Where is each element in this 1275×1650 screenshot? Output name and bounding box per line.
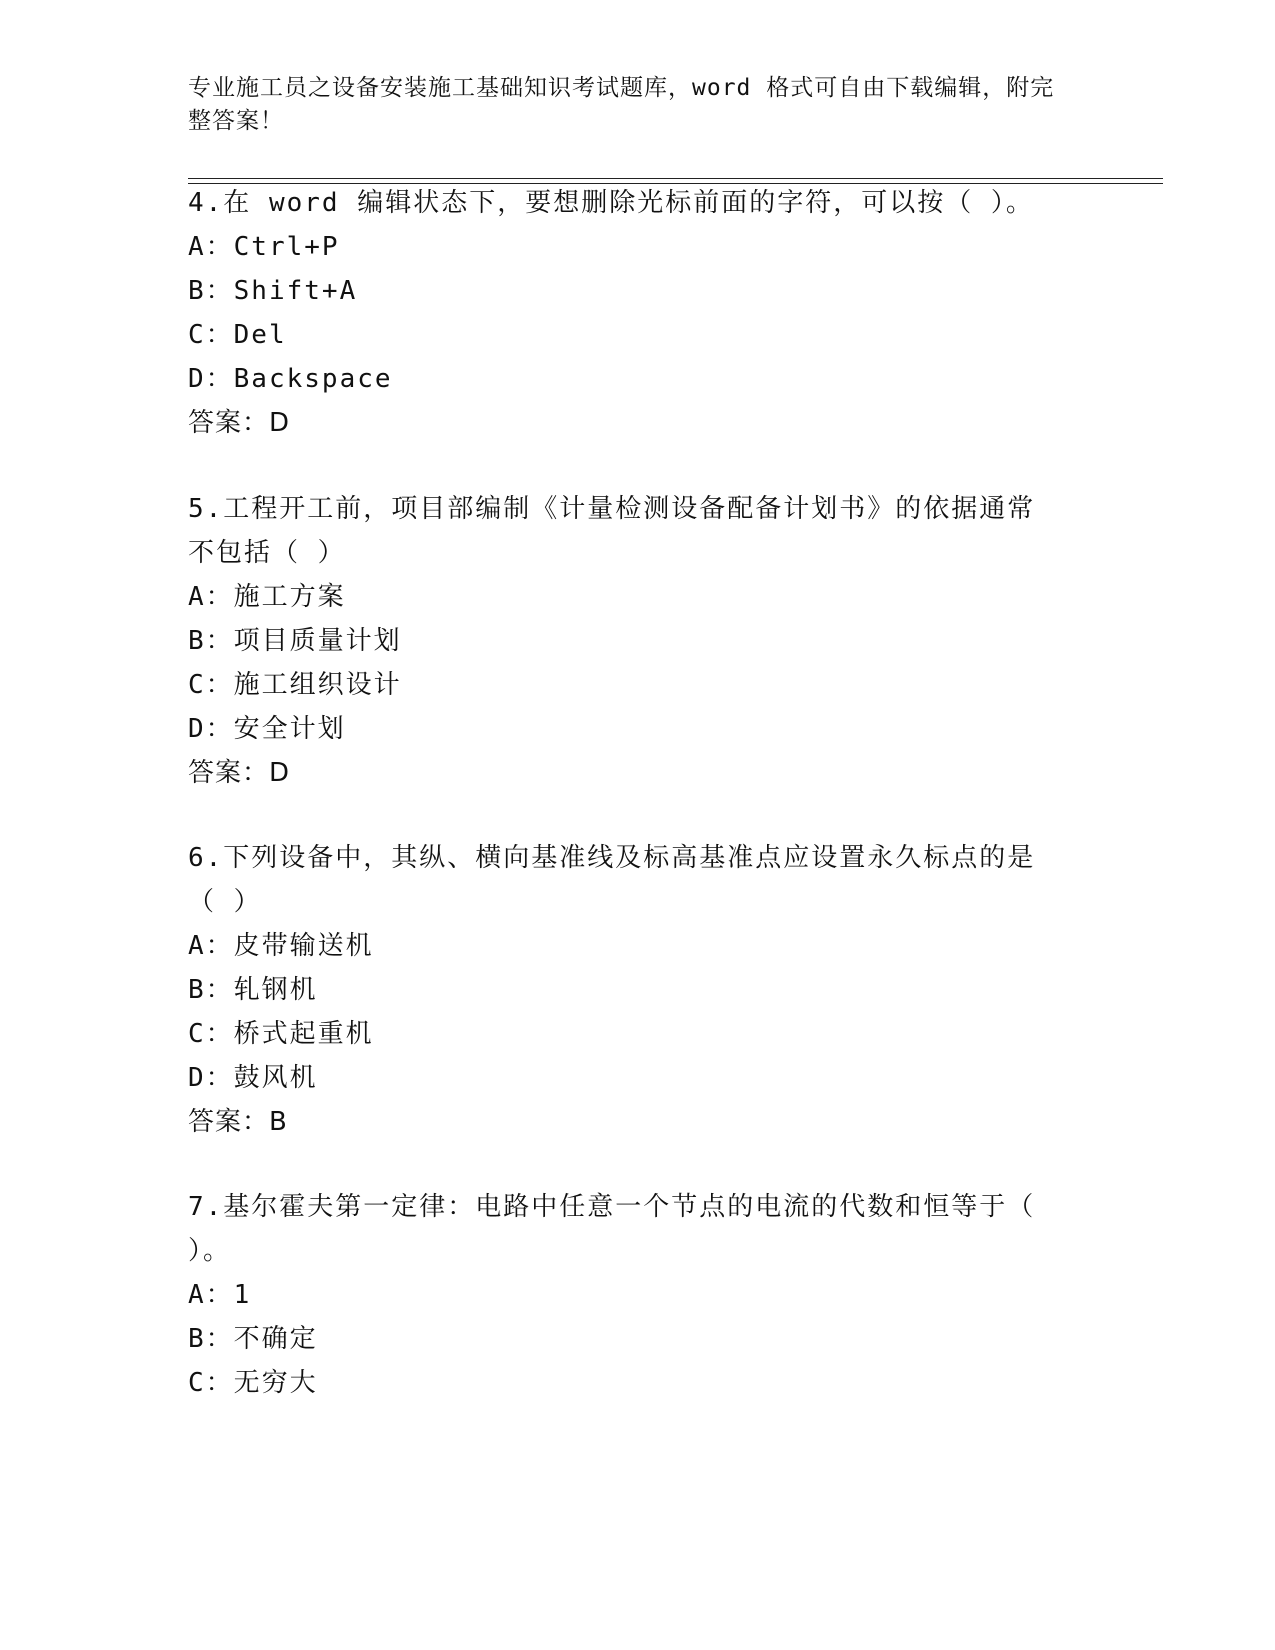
- question-5-option-b: B：项目质量计划: [188, 626, 402, 656]
- question-4-option-d: D：Backspace: [188, 364, 393, 394]
- question-4-option-c: C：Del: [188, 320, 287, 350]
- question-4-stem: 4.在 word 编辑状态下，要想删除光标前面的字符，可以按（ ）。: [188, 188, 1034, 218]
- question-7-stem-cont: ）。: [188, 1236, 232, 1266]
- question-6-option-b: B：轧钢机: [188, 975, 318, 1005]
- question-4-option-b: B：Shift+A: [188, 276, 358, 306]
- question-5-option-d: D：安全计划: [188, 714, 346, 744]
- question-6-stem: 6.下列设备中，其纵、横向基准线及标高基准点应设置永久标点的是: [188, 843, 1036, 873]
- question-7-stem: 7.基尔霍夫第一定律：电路中任意一个节点的电流的代数和恒等于（: [188, 1192, 1036, 1222]
- question-6-stem-cont: （ ）: [188, 887, 262, 917]
- question-5-option-a: A：施工方案: [188, 582, 346, 612]
- question-5-answer: 答案：D: [188, 758, 291, 788]
- question-5-stem: 5.工程开工前，项目部编制《计量检测设备配备计划书》的依据通常: [188, 494, 1036, 524]
- question-4-answer: 答案：D: [188, 408, 291, 438]
- question-7-option-a: A：1: [188, 1280, 252, 1310]
- question-6-option-c: C：桥式起重机: [188, 1019, 374, 1049]
- header-divider-top: [188, 178, 1163, 179]
- header-divider-bottom: [188, 183, 1163, 184]
- question-5-option-c: C：施工组织设计: [188, 670, 402, 700]
- question-5-stem-cont: 不包括（ ）: [188, 538, 346, 568]
- header-line-2: 整答案！: [188, 108, 284, 134]
- question-6-option-a: A：皮带输送机: [188, 931, 374, 961]
- question-6-option-d: D：鼓风机: [188, 1063, 318, 1093]
- question-6-answer: 答案：B: [188, 1107, 288, 1137]
- question-7-option-b: B：不确定: [188, 1324, 318, 1354]
- header-line-1: 专业施工员之设备安装施工基础知识考试题库，word 格式可自由下载编辑，附完: [188, 75, 1055, 101]
- question-7-option-c: C：无穷大: [188, 1368, 318, 1398]
- document-header: [188, 72, 1068, 138]
- question-4-option-a: A：Ctrl+P: [188, 232, 340, 262]
